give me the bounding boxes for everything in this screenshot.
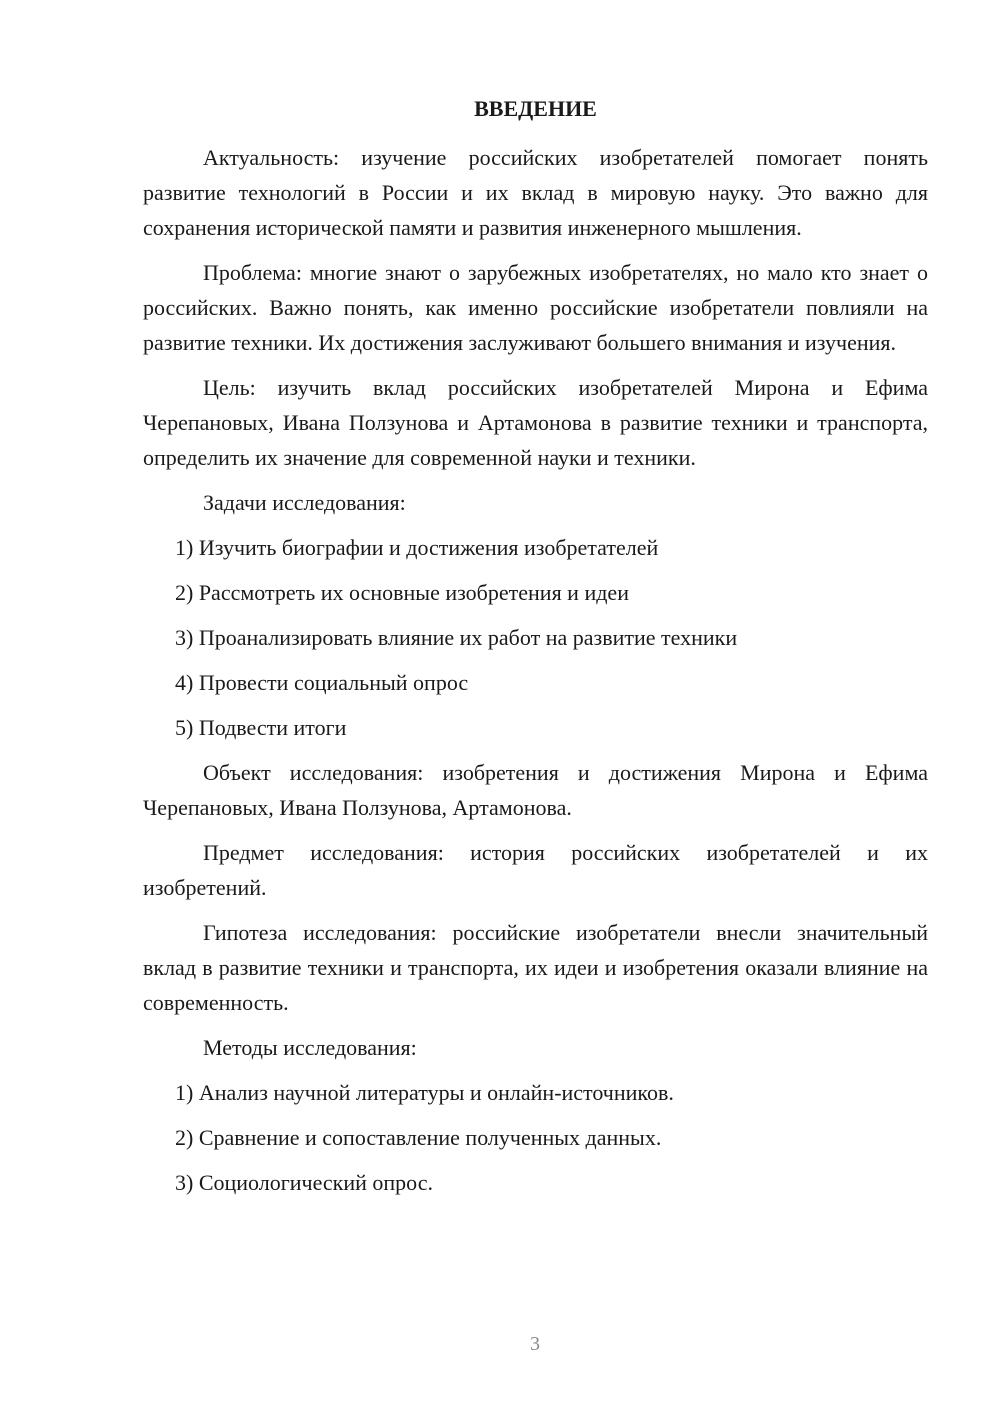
task-item-5: 5) Подвести итоги bbox=[175, 715, 347, 740]
page-content bbox=[143, 94, 928, 1210]
page-title: ВВЕДЕНИЕ bbox=[474, 96, 597, 121]
method-item-3: 3) Социологический опрос. bbox=[175, 1170, 433, 1195]
object-paragraph: Объект исследования: изобретения и достижения Мирона и Ефима Черепановых, Ивана Ползунова, Артамонова. bbox=[143, 760, 928, 820]
task-item-4: 4) Провести социальный опрос bbox=[175, 670, 469, 695]
task-item-2: 2) Рассмотреть их основные изобретения и идеи bbox=[175, 580, 629, 605]
method-item-2: 2) Сравнение и сопоставление полученных данных. bbox=[175, 1125, 662, 1150]
task-item-1: 1) Изучить биографии и достижения изобретателей bbox=[175, 535, 659, 560]
subject-paragraph: Предмет исследования: история российских изобретателей и их изобретений. bbox=[143, 840, 928, 900]
relevance-paragraph: Актуальность: изучение российских изобретателей помогает понять развитие технологий в России и их вклад в мировую науку. Это важно для сохранения исторической памяти и развития инженерного мышления. bbox=[143, 145, 928, 240]
tasks-heading: Задачи исследования: bbox=[203, 490, 406, 515]
method-item-1: 1) Анализ научной литературы и онлайн-источников. bbox=[175, 1080, 674, 1105]
problem-paragraph: Проблема: многие знают о зарубежных изобретателях, но мало кто знает о российских. Важно понять, как именно российские изобретатели повлияли на развитие техники. Их достижения заслуживают большего внимания и изучения. bbox=[143, 260, 928, 355]
page-number: 3 bbox=[530, 1333, 540, 1355]
goal-paragraph: Цель: изучить вклад российских изобретателей Мирона и Ефима Черепановых, Ивана Ползунова и Артамонова в развитие техники и транспорта, определить их значение для современной науки и техники. bbox=[143, 375, 928, 470]
hypothesis-paragraph: Гипотеза исследования: российские изобретатели внесли значительный вклад в развитие техники и транспорта, их идеи и изобретения оказали влияние на современность. bbox=[143, 920, 928, 1015]
task-item-3: 3) Проанализировать влияние их работ на развитие техники bbox=[175, 625, 738, 650]
methods-heading: Методы исследования: bbox=[203, 1035, 417, 1060]
